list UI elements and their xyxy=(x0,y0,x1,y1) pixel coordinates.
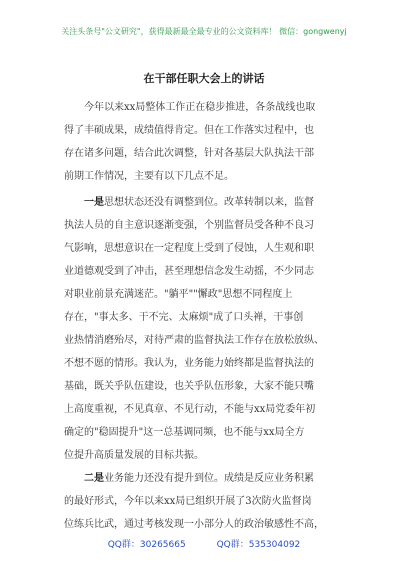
body-line: 上高度重视，不见真章、不见行动，不能与xx局党委年初 xyxy=(64,404,316,415)
body-line: 业热情消磨殆尽，对待严肃的监督执法工作存在放松放纵、 xyxy=(64,335,324,346)
point-lead: 二是 xyxy=(84,473,104,484)
body-line: 位提升高质量发展的目标共振。 xyxy=(64,450,204,461)
body-line-lead xyxy=(64,467,376,490)
body-line: 对职业前景充满迷茫。"躺平""懈政"思想不同程度上 xyxy=(64,289,293,300)
body-line-lead xyxy=(64,191,376,214)
body-line-text: 业务能力还没有提升到位。成绩是反应业务积累 xyxy=(104,473,314,484)
body-line: 前期工作情况，主要有以下几点不足。 xyxy=(64,171,234,182)
document-title: 在干部任职大会上的讲话 xyxy=(143,72,265,85)
body-line: 得了丰硕成果，成绩值得肯定。但在工作落实过程中，也 xyxy=(64,125,314,136)
point-lead: 一是 xyxy=(84,197,104,208)
qq-group-2: QQ群：535304092 xyxy=(216,540,301,550)
qq-group-1: QQ群：30265665 xyxy=(107,540,186,550)
body-line: 不想不愿的情形。我认为，业务能力始终都是监督执法的 xyxy=(64,358,314,369)
body-line-text: 思想状态还没有调整到位。改革转制以来，监督 xyxy=(104,197,314,208)
body-line: 气影响，思想意识在一定程度上受到了侵蚀，人生观和职 xyxy=(64,243,314,254)
body-line: 的最好形式，今年以来xx局已组织开展了3次防火监督岗 xyxy=(64,496,312,507)
body-line: 执法人员的自主意识逐渐变强，个别监督员受各种不良习 xyxy=(64,220,314,231)
body-line: 今年以来xx局整体工作正在稳步推进，各条战线也取 xyxy=(84,102,316,113)
body-line: 存在诸多问题，结合此次调整，针对各基层大队执法干部 xyxy=(64,148,314,159)
body-line: 基础，既关乎队伍建设，也关乎队伍形象，大家不能只嘴 xyxy=(64,381,314,392)
header-note: 关注头条号"公文研究"，获得最新最全最专业的公文资料库！ 微信：gongwenyj xyxy=(61,27,347,36)
footer xyxy=(0,537,408,550)
body-line: 确定的"稳固提升"这一总基调同频，也不能与xx局全方 xyxy=(64,427,305,438)
body-line: 业道德观受到了冲击，甚至理想信念发生动摇，不少同志 xyxy=(64,266,314,277)
body-line: 存在，"事太多、干不完、太麻烦"成了口头禅，干事创 xyxy=(64,312,304,323)
body-line: 位练兵比武，通过考核发现一小部分人的政治敏感性不高， xyxy=(64,519,324,530)
